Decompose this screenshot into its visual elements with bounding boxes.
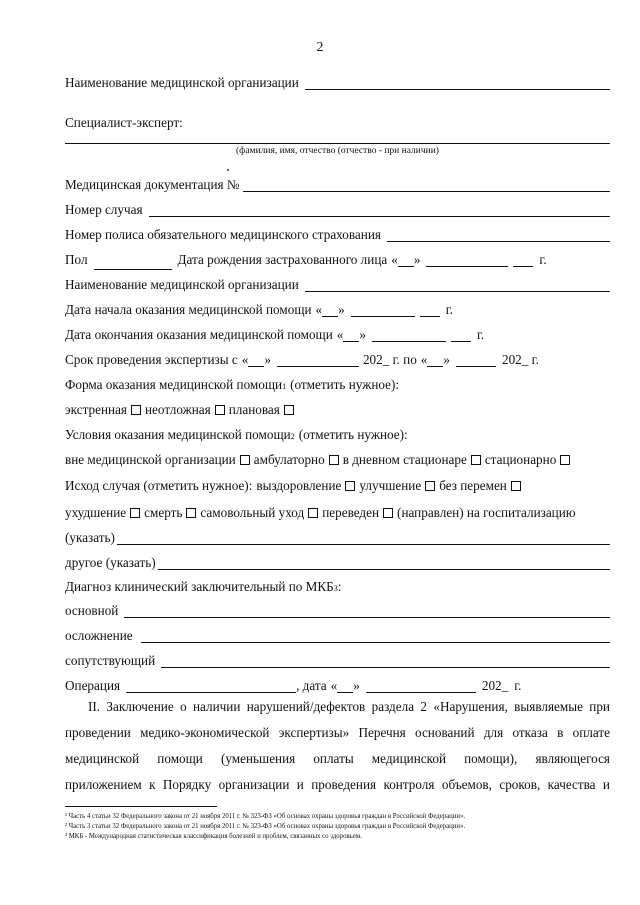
diagnosis-main-label: основной <box>65 603 119 618</box>
specialist-row <box>65 113 610 133</box>
diagnosis-suffix: : <box>337 579 342 594</box>
period-to-quote-close: » <box>443 352 450 367</box>
care-conditions-row: Условия оказания медицинской помощи 2 (отметить нужное): <box>65 425 610 445</box>
care-end-quote-close: » <box>359 327 366 342</box>
care-end-year-suffix: г. <box>476 327 485 342</box>
operation-quote-close: » <box>353 678 360 693</box>
diagnosis-concomitant-label: сопутствующий <box>65 653 156 668</box>
period-to-year: 202_ г. <box>501 352 539 367</box>
outcome-option-label: выздоровление <box>256 478 342 493</box>
outcome-option-label: улучшение <box>359 478 422 493</box>
care-conditions-checkbox[interactable] <box>240 455 250 465</box>
policy-label: Номер полиса обязательного медицинского страхования <box>65 227 381 242</box>
footnote-divider <box>65 806 217 807</box>
expertise-period-row <box>65 350 610 370</box>
operation-label: Операция <box>65 678 121 693</box>
birth-year-suffix: г. <box>539 252 547 267</box>
operation-quote-open: « <box>330 678 338 693</box>
care-start-year-field[interactable] <box>420 316 440 317</box>
case-number-field[interactable] <box>149 216 610 217</box>
birth-date-label: Дата рождения застрахованного лица <box>177 252 388 267</box>
org-name-label-2: Наименование медицинской организации <box>65 277 299 292</box>
care-conditions-checkbox[interactable] <box>560 455 570 465</box>
care-conditions-checkbox[interactable] <box>329 455 339 465</box>
med-doc-field[interactable] <box>243 191 610 192</box>
expertise-period-label: Срок проведения экспертизы с <box>65 352 238 367</box>
care-start-label: Дата начала оказания медицинской помощи <box>65 302 312 317</box>
case-number-row <box>65 200 610 220</box>
med-doc-label: Медицинская документация № <box>65 177 240 192</box>
care-form-checkbox[interactable] <box>215 405 225 415</box>
diagnosis-label: Диагноз клинический заключительный по МКБ <box>65 579 334 594</box>
outcome-option-label: смерть <box>144 505 183 520</box>
care-end-month-field[interactable] <box>372 341 446 342</box>
care-form-checkbox[interactable] <box>284 405 294 415</box>
birth-quote-close: » <box>413 252 421 267</box>
operation-date-label: , дата <box>296 678 327 693</box>
care-conditions-note: (отметить нужное): <box>298 427 408 442</box>
care-start-quote-open: « <box>315 302 323 317</box>
diagnosis-complication-field[interactable] <box>141 642 610 643</box>
speck-mark <box>227 169 229 171</box>
org-name-label: Наименование медицинской организации <box>65 75 299 90</box>
operation-year-suffix: г. <box>514 678 522 693</box>
outcome-checkbox[interactable] <box>425 481 435 491</box>
care-conditions-checkbox[interactable] <box>471 455 481 465</box>
period-from-month-field[interactable] <box>277 366 359 367</box>
birth-day-field[interactable] <box>398 266 414 267</box>
outcome-option-label: переведен <box>322 505 380 520</box>
diagnosis-main-row <box>65 601 610 621</box>
care-conditions-options <box>65 450 610 470</box>
outcome-option-label: самовольный уход <box>200 505 305 520</box>
operation-row <box>65 676 610 696</box>
operation-field[interactable] <box>126 692 296 693</box>
period-from-year: 202_ г. по <box>362 352 417 367</box>
specialist-name-field[interactable] <box>65 143 610 144</box>
med-doc-row <box>65 175 610 195</box>
fio-caption: (фамилия, имя, отчество (отчество - при наличии) <box>236 146 439 156</box>
sex-label: Пол <box>65 252 88 267</box>
birth-month-field[interactable] <box>426 266 508 267</box>
care-form-row: Форма оказания медицинской помощи 1 (отметить нужное): <box>65 375 610 395</box>
care-conditions-option-label: в дневном стационаре <box>342 452 467 467</box>
outcome-checkbox[interactable] <box>308 508 318 518</box>
period-from-day-field[interactable] <box>248 366 264 367</box>
diagnosis-main-field[interactable] <box>124 617 610 618</box>
sex-birth-row <box>65 250 610 270</box>
diagnosis-complication-label: осложнение <box>65 628 133 643</box>
sex-field[interactable] <box>94 269 172 270</box>
policy-field[interactable] <box>387 241 610 242</box>
birth-year-field[interactable] <box>513 266 533 267</box>
outcome-option-label: ухудшение <box>65 505 127 520</box>
care-start-month-field[interactable] <box>351 316 415 317</box>
outcome-checkbox[interactable] <box>345 481 355 491</box>
diagnosis-concomitant-field[interactable] <box>161 667 610 668</box>
footnote: ¹ Часть 4 статьи 32 Федерального закона от 21 ноября 2011 г. № 323-ФЗ «Об основах охраны здоровья граждан в Российской Федерации». <box>65 813 466 820</box>
care-form-label: Форма оказания медицинской помощи <box>65 377 283 392</box>
care-end-year-field[interactable] <box>451 341 471 342</box>
care-form-option-label: плановая <box>228 402 280 417</box>
care-conditions-label: Условия оказания медицинской помощи <box>65 427 291 442</box>
care-conditions-option-label: амбулаторно <box>253 452 325 467</box>
outcome-option-label: (направлен) на госпитализацию <box>397 505 576 520</box>
org-name-row <box>65 73 610 93</box>
outcome-row <box>65 476 610 496</box>
care-form-option-label: неотложная <box>145 402 211 417</box>
care-form-checkbox[interactable] <box>131 405 141 415</box>
operation-day-field[interactable] <box>337 692 353 693</box>
period-to-month-field[interactable] <box>456 366 496 367</box>
care-start-row <box>65 300 610 320</box>
care-form-options <box>65 400 610 420</box>
operation-year: 202_ <box>481 678 509 693</box>
conclusion-line: проведении медико-экономической экспертизы» Перечня оснований для отказа в оплате <box>65 725 610 740</box>
diagnosis-complication-row <box>65 626 610 646</box>
diagnosis-concomitant-row <box>65 651 610 671</box>
care-start-quote-close: » <box>338 302 345 317</box>
org-name-row-2 <box>65 275 610 295</box>
operation-month-field[interactable] <box>366 692 476 693</box>
footnote: ³ МКБ - Международная статистическая классификация болезней и проблем, связанных со здоровьем. <box>65 833 362 840</box>
period-to-day-field[interactable] <box>427 366 443 367</box>
footnote: ² Часть 3 статьи 32 Федерального закона от 21 ноября 2011 г. № 323-ФЗ «Об основах охраны здоровья граждан в Российской Федерации». <box>65 823 466 830</box>
diagnosis-row: Диагноз клинический заключительный по МКБ 3 : <box>65 577 610 597</box>
specify-label: (указать) <box>65 530 115 545</box>
page-number: 2 <box>316 40 324 55</box>
care-form-note: (отметить нужное): <box>290 377 400 392</box>
care-conditions-option-label: стационарно <box>484 452 557 467</box>
outcome-checkbox[interactable] <box>130 508 140 518</box>
specify-field[interactable] <box>117 544 610 545</box>
outcome-label: Исход случая (отметить нужное): <box>65 478 253 493</box>
outcome-option-label: без перемен <box>439 478 507 493</box>
care-end-quote-open: « <box>336 327 344 342</box>
care-end-row <box>65 325 610 345</box>
other-label: другое (указать) <box>65 555 156 570</box>
other-row <box>65 553 610 573</box>
birth-quote-open: « <box>391 252 398 267</box>
specialist-label: Специалист-эксперт: <box>65 115 183 130</box>
period-from-quote-open: « <box>241 352 249 367</box>
care-conditions-option-label: вне медицинской организации <box>65 452 236 467</box>
care-end-day-field[interactable] <box>343 341 359 342</box>
care-start-year-suffix: г. <box>445 302 453 317</box>
care-form-option-label: экстренная <box>65 402 127 417</box>
org-name-field[interactable] <box>305 89 610 90</box>
outcome-checkbox[interactable] <box>186 508 196 518</box>
care-end-label: Дата окончания оказания медицинской помощи <box>65 327 333 342</box>
conclusion-line: II. Заключение о наличии нарушений/дефектов раздела 2 «Нарушения, выявляемые при <box>88 699 610 714</box>
outcome-checkbox[interactable] <box>383 508 393 518</box>
care-start-day-field[interactable] <box>322 316 338 317</box>
policy-row <box>65 225 610 245</box>
specify-row <box>65 528 610 548</box>
other-field[interactable] <box>158 569 610 570</box>
conclusion-line: приложением к Порядку организации и проведения контроля объемов, сроков, качества и <box>65 777 610 792</box>
org-name-field-2[interactable] <box>305 291 610 292</box>
period-to-quote-open: « <box>420 352 428 367</box>
case-number-label: Номер случая <box>65 202 143 217</box>
outcome-row-2 <box>65 503 610 523</box>
conclusion-line: медицинской помощи (уменьшения оплаты медицинской помощи), являющегося <box>65 751 610 766</box>
period-from-quote-close: » <box>264 352 271 367</box>
outcome-checkbox[interactable] <box>511 481 521 491</box>
